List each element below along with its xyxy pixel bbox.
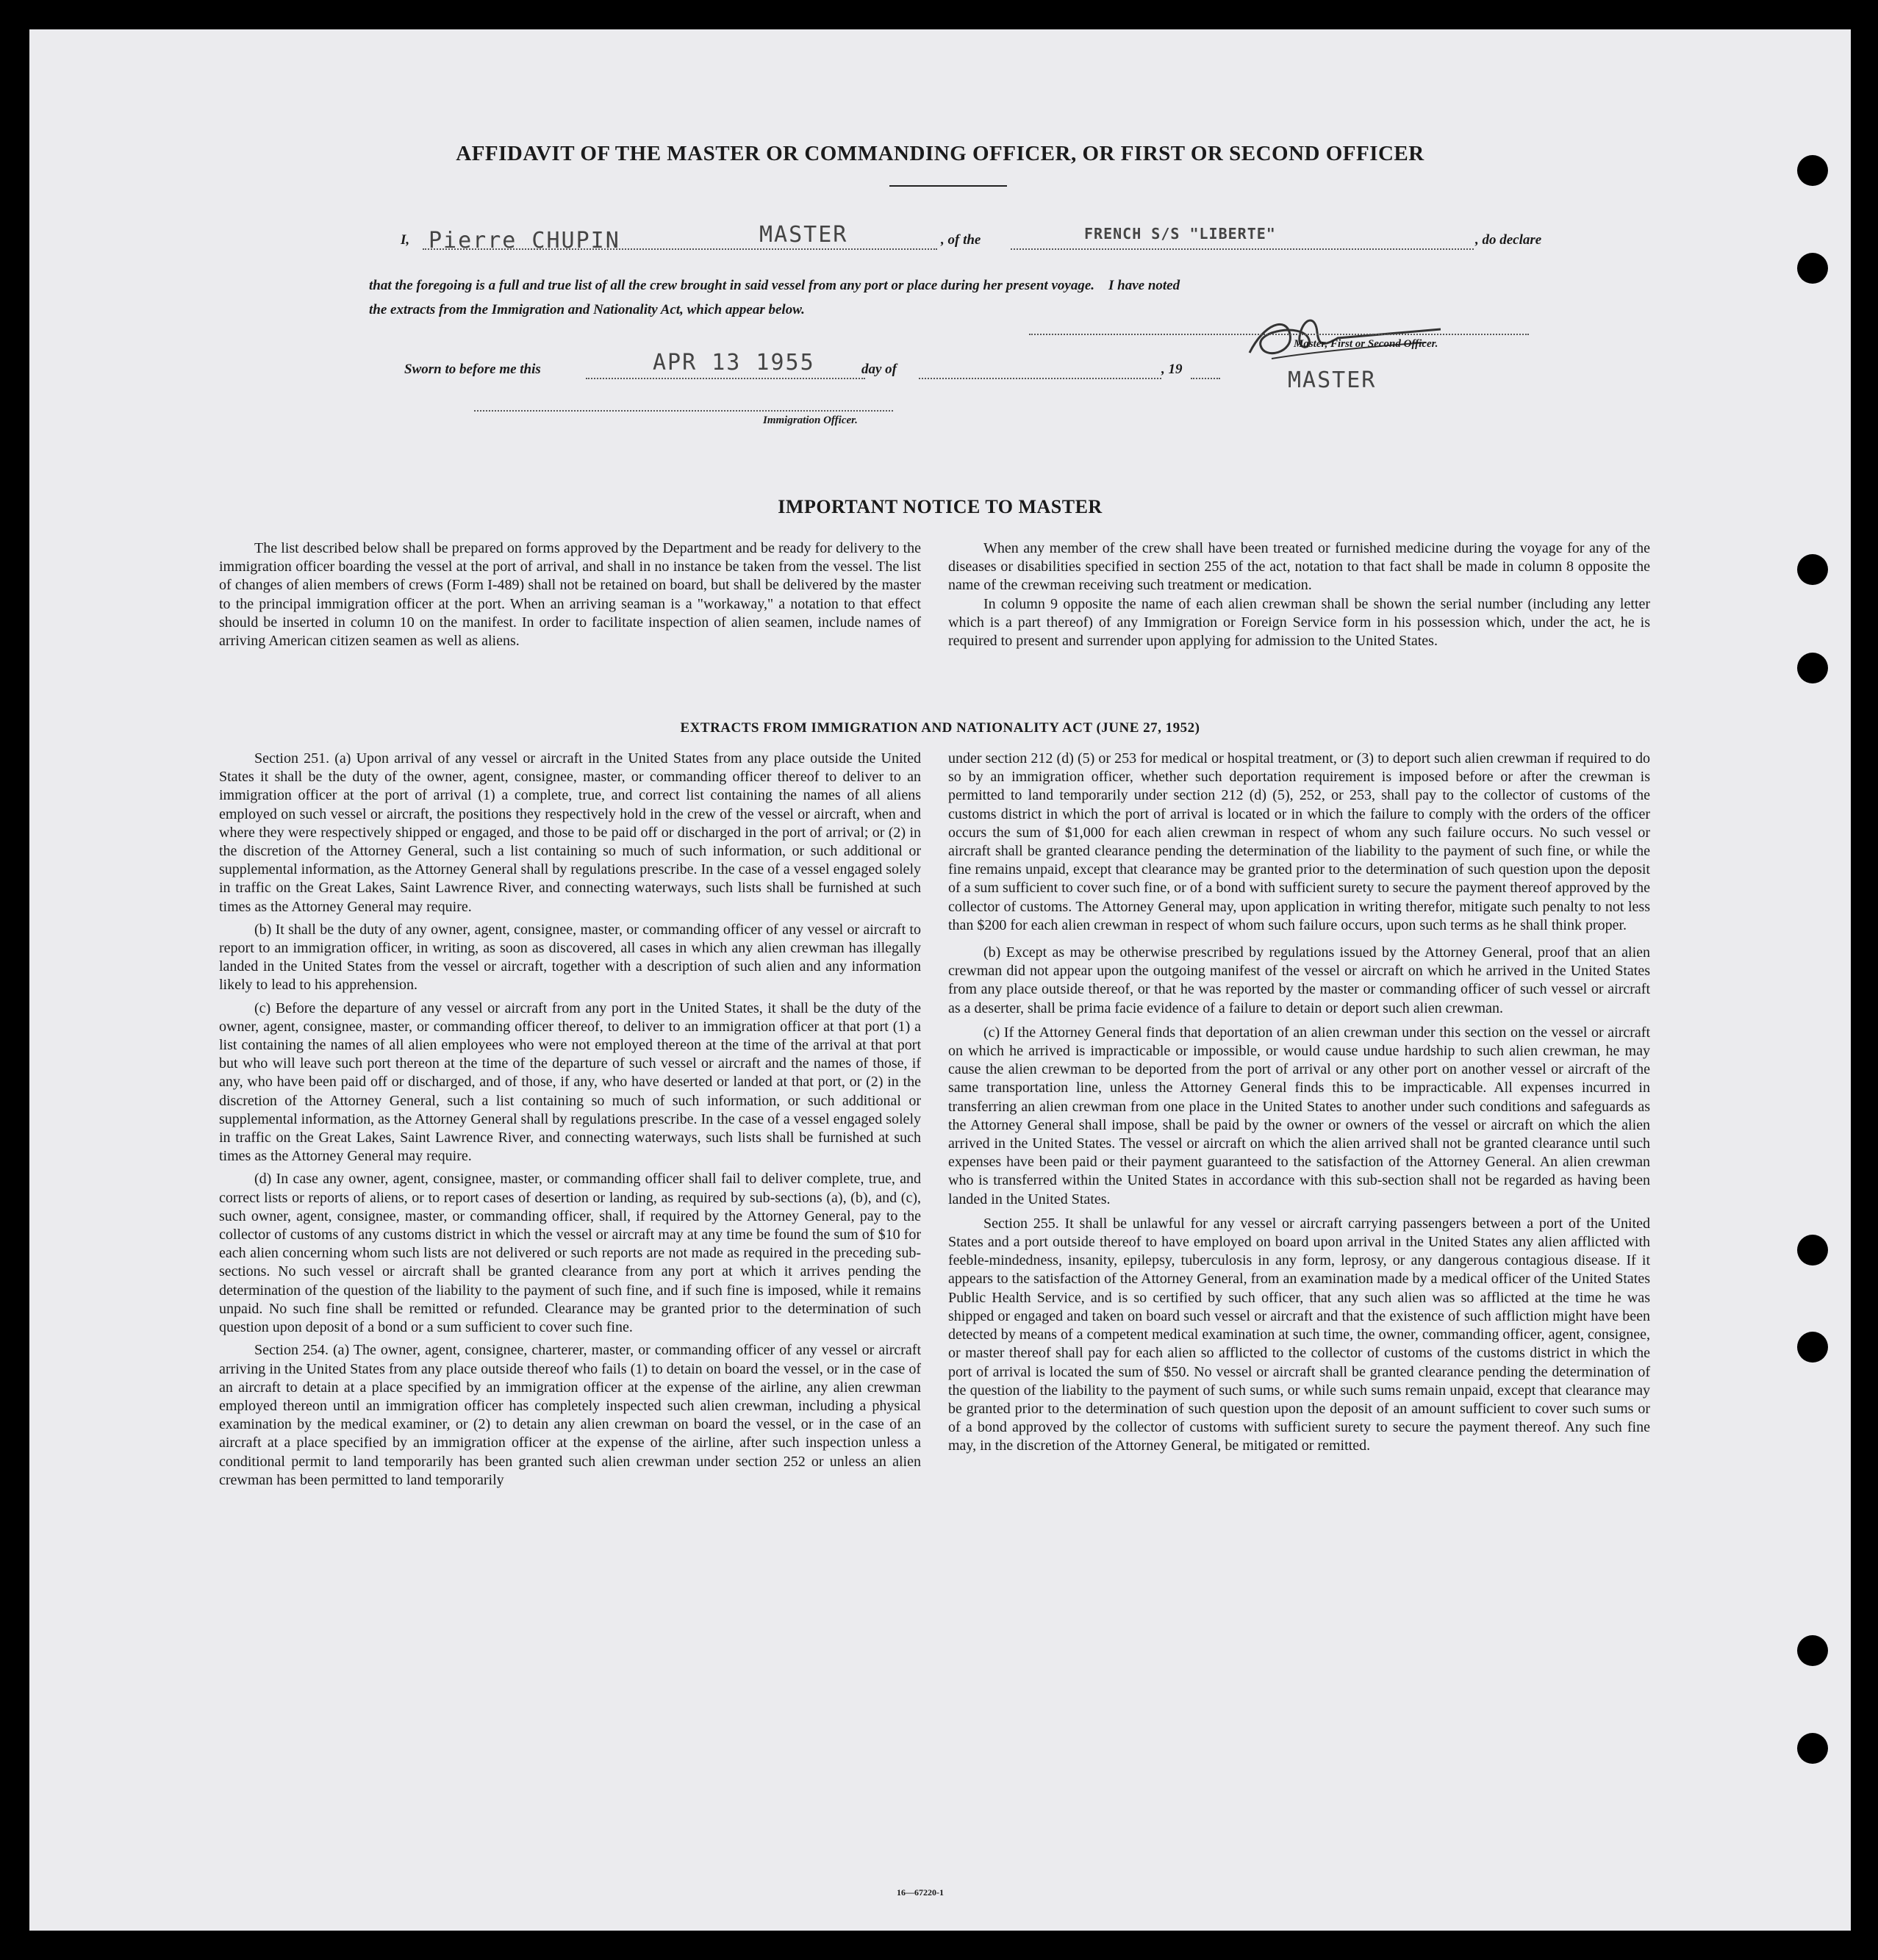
- year-prefix: , 19: [1161, 362, 1183, 377]
- do-declare-label: , do declare: [1475, 232, 1542, 248]
- sworn-date: APR 13 1955: [653, 350, 815, 376]
- notice-left-column: [219, 539, 921, 650]
- notice-right-column: [948, 539, 1650, 650]
- document-page: [29, 29, 1851, 1931]
- title-divider: [889, 185, 1007, 187]
- binder-hole: [1797, 1635, 1828, 1666]
- day-of-label: day of: [861, 362, 897, 377]
- notice-left-paragraph: The list described below shall be prepared on forms approved by the Department and be ready for delivery to the immigration officer boarding the vessel at the port of arrival, and shall in no instance be taken from the vessel. The list of changes of alien members of crews (Form I-489) shall not be retained on board, but shall be delivered by the master to the principal immigration officer at the port. When an arriving seaman is a "workaway," a notation to that effect should be inserted in column 10 on the manifest. In order to facilitate inspection of alien seamen, include names of arriving American citizen seamen as well as aliens.: [219, 540, 921, 650]
- binder-hole: [1797, 1235, 1828, 1266]
- extracts-title: EXTRACTS FROM IMMIGRATION AND NATIONALITY ACT (JUNE 27, 1952): [680, 720, 1200, 736]
- vessel-name: FRENCH S/S "LIBERTE": [1084, 225, 1276, 243]
- master-stamp: MASTER: [1288, 367, 1377, 393]
- pronoun-label: I,: [401, 232, 410, 248]
- binder-hole: [1797, 554, 1828, 585]
- vessel-field-line: [1011, 248, 1474, 250]
- affidavit-line-2: that the foregoing is a full and true list of all the crew brought in said vessel from any port or place during her present voyage. I have noted: [369, 278, 1180, 293]
- binder-hole: [1797, 253, 1828, 284]
- affidavit-title: AFFIDAVIT OF THE MASTER OR COMMANDING OFFICER, OR FIRST OR SECOND OFFICER: [456, 142, 1424, 165]
- immigration-officer-line: [474, 410, 893, 412]
- section-254c: (c) If the Attorney General finds that deportation of an alien crewman under this section on the vessel or aircraft on which he arrived is impracticable or impossible, or would cause undue hardship to such alien crewman, he may cause the alien crewman to be deported from the port of arrival or any other port on another vessel or aircraft of the same transportation line, unless the Attorney General finds this to be impracticable. All expenses incurred in transferring an alien crewman from one place in the United States to another under such conditions and safeguards as the Attorney General shall impose, shall be paid by the owner or owners of the vessel or aircraft on which the alien arrived in the United States. The vessel or aircraft on which the alien arrived shall not be granted clearance until such expenses have been paid or their payment guaranteed to the satisfaction of the Attorney General. An alien crewman who is transferred within the United States in accordance with this sub-section shall not be regarded as having been landed in the United States.: [948, 1024, 1650, 1207]
- section-254a-continued: under section 212 (d) (5) or 253 for medical or hospital treatment, or (3) to deport such alien crewman if required to do so by an immigration officer, whether such deportation requirement is imposed before or after the crewman is permitted to land temporarily under section 212 (d) (5), 252, or 253, shall pay to the collector of customs of the customs district in which the port of arrival is located or in which the failure to comply with the orders of the officer occurs the sum of $1,000 for each alien crewman in respect of whom any such failure occurs. No such vessel or aircraft shall be granted clearance pending the determination of the liability to the payment of such fine, or while the fine remains unpaid, except that clearance may be granted prior to the determination of such question upon the deposit of a sum sufficient to cover such fine, or of a bond with sufficient surety to secure the payment thereof approved by the collector of customs. The Attorney General may, upon application in writing therefor, mitigate such penalty to not less than $200 for each alien crewman in respect of whom such failure occurs, upon such terms as he shall think proper.: [948, 750, 1650, 933]
- declarant-rank: MASTER: [759, 222, 848, 248]
- notice-right-paragraph: When any member of the crew shall have been treated or furnished medicine during the voyage for any of the diseases or disabilities specified in section 255 of the act, notation to that fact shall be made in column 8 opposite the name of the crewman receiving such treatment or medication.: [948, 540, 1650, 594]
- notice-title: IMPORTANT NOTICE TO MASTER: [778, 496, 1103, 517]
- affidavit-line-1: [401, 222, 1562, 254]
- sworn-label: Sworn to before me this: [404, 362, 541, 377]
- signature-caption: Master, First or Second Officer.: [1294, 338, 1438, 350]
- immigration-officer-caption: Immigration Officer.: [763, 414, 858, 426]
- year-field-line: [1191, 378, 1220, 379]
- form-code: 16—67220-1: [897, 1887, 944, 1898]
- notice-right-paragraph: In column 9 opposite the name of each alien crewman shall be shown the serial number (including any letter which is a part thereof) of any Immigration or Foreign Service form in his possession which, under the act, he is required to present and surrender upon applying for admission to the United States.: [948, 595, 1650, 650]
- signature-line: [1029, 334, 1529, 335]
- month-field-line: [919, 378, 1161, 379]
- section-255: Section 255. It shall be unlawful for any vessel or aircraft carrying passengers between a port of the United States and a port outside thereof to have employed on board upon arrival in the United States any alien afflicted with feeble-mindedness, insanity, epilepsy, tuberculosis in any form, leprosy, or any dangerous contagious disease. If it appears to the satisfaction of the Attorney General, from an examination made by a medical officer of the United States Public Health Service, and is so certified by such officer, that any such alien was so afflicted at the time he was shipped or engaged and taken on board such vessel or aircraft and that the existence of such affliction might have been detected by means of a competent medical examination at such time, the owner, commanding officer, agent, consignee, or master thereof shall pay for each alien so afflicted to the collector of customs of the customs district in which the port of arrival is located the sum of $50. No vessel or aircraft shall be granted clearance pending the determination of the question of the liability to the payment of such sums, or while such sums remain unpaid, except that clearance may be granted prior to the determination of such question upon the deposit of an amount sufficient to cover such sums or of a bond approved by the collector of customs with sufficient surety to secure the payment thereof. Any such fine may, in the discretion of the Attorney General, be mitigated or remitted.: [948, 1215, 1650, 1454]
- binder-hole: [1797, 1733, 1828, 1764]
- extracts-right-column: [948, 750, 1650, 1456]
- section-251c: (c) Before the departure of any vessel or aircraft from any port in the United States, it shall be the duty of the owner, agent, consignee, master, or commanding officer thereof, to deliver to an immigration officer at that port (1) a list containing the names of all alien employees who were not employed thereon at the time of the arrival at that port but who will leave such port thereon at the time of the departure of such vessel or aircraft and the names of those, if any, who have been paid off or discharged, and of those, if any, who have deserted or landed at that port, or (2) in the discretion of the Attorney General, such a list containing so much of such information, or such additional or supplemental information, as the Attorney General shall by regulations prescribe. In the case of a vessel engaged solely in traffic on the Great Lakes, Saint Lawrence River, and connecting waterways, such lists shall be furnished at such times as the Attorney General may require.: [219, 999, 921, 1165]
- extracts-left-column: [219, 750, 921, 1490]
- sworn-date-line: [586, 378, 865, 379]
- binder-hole: [1797, 1332, 1828, 1363]
- binder-hole: [1797, 653, 1828, 683]
- section-251b: (b) It shall be the duty of any owner, agent, consignee, master, or commanding officer of any vessel or aircraft to report to an immigration officer, in writing, as soon as discovered, all cases in which any alien crewman has illegally landed in the United States from the vessel or aircraft, together with a description of such alien and any information likely to lead to his apprehension.: [219, 921, 921, 994]
- of-the-label: , of the: [941, 232, 981, 248]
- section-251d: (d) In case any owner, agent, consignee, master, or commanding officer shall fail to deliver complete, true, and correct lists or reports of aliens, or to report cases of desertion or landing, as required by sub-sections (a), (b), and (c), such owner, agent, consignee, master, or commanding officer, shall, if required by the Attorney General, pay to the collector of customs of any customs district in which the vessel or aircraft may at any time be found the sum of $10 for each alien concerning whom such lists are not delivered or such reports are not made as required in the preceding sub-sections. No such vessel or aircraft shall be granted clearance from any port at which it arrives pending the determination of the question of the liability to the payment of such fine, and if such fine is imposed, while it remains unpaid. No such fine shall be remitted or refunded. Clearance may be granted prior to the determination of such question upon deposit of a bond or a sum sufficient to cover such fine.: [219, 1171, 921, 1336]
- affidavit-line-3: the extracts from the Immigration and Nationality Act, which appear below.: [369, 302, 805, 317]
- section-254b: (b) Except as may be otherwise prescribed by regulations issued by the Attorney General, proof that an alien crewman did not appear upon the outgoing manifest of the vessel or aircraft on which he arrived in the United States from any place outside thereof, or that he was reported by the master or commanding officer of such vessel or aircraft as a deserter, shall be prima facie evidence of a failure to detain or deport such alien crewman.: [948, 944, 1650, 1016]
- section-254a: Section 254. (a) The owner, agent, consignee, charterer, master, or commanding officer of any vessel or aircraft arriving in the United States from any place outside thereof who fails (1) to detain on board the vessel, or in the case of an aircraft to detain at a place specified by an immigration officer at the expense of the airline, any alien crewman employed thereon until an immigration officer has completely inspected such alien crewman, including a physical examination by the medical examiner, or (2) to detain any alien crewman on board the vessel, or in the case of an aircraft at a place specified by an immigration officer at the expense of the airline, after such inspection unless a conditional permit to land temporarily has been granted such alien crewman under section 252 or unless an alien crewman has been permitted to land temporarily: [219, 1342, 921, 1488]
- section-251a: Section 251. (a) Upon arrival of any vessel or aircraft in the United States from any place outside the United States it shall be the duty of the owner, agent, consignee, master, or commanding officer thereof to deliver to an immigration officer at the port of arrival (1) a complete, true, and correct list containing the names of all aliens employed on such vessel or aircraft, the positions they respectively hold in the crew of the vessel or aircraft, when and where they were respectively shipped or engaged, and those to be paid off or discharged in the port of arrival; or (2) in the discretion of the Attorney General, such a list containing so much of such information, or such additional or supplemental information, as the Attorney General shall by regulations prescribe. In the case of a vessel engaged solely in traffic on the Great Lakes, Saint Lawrence River, and connecting waterways, such lists shall be furnished at such times as the Attorney General may require.: [219, 750, 921, 915]
- declarant-name: Pierre CHUPIN: [429, 228, 620, 254]
